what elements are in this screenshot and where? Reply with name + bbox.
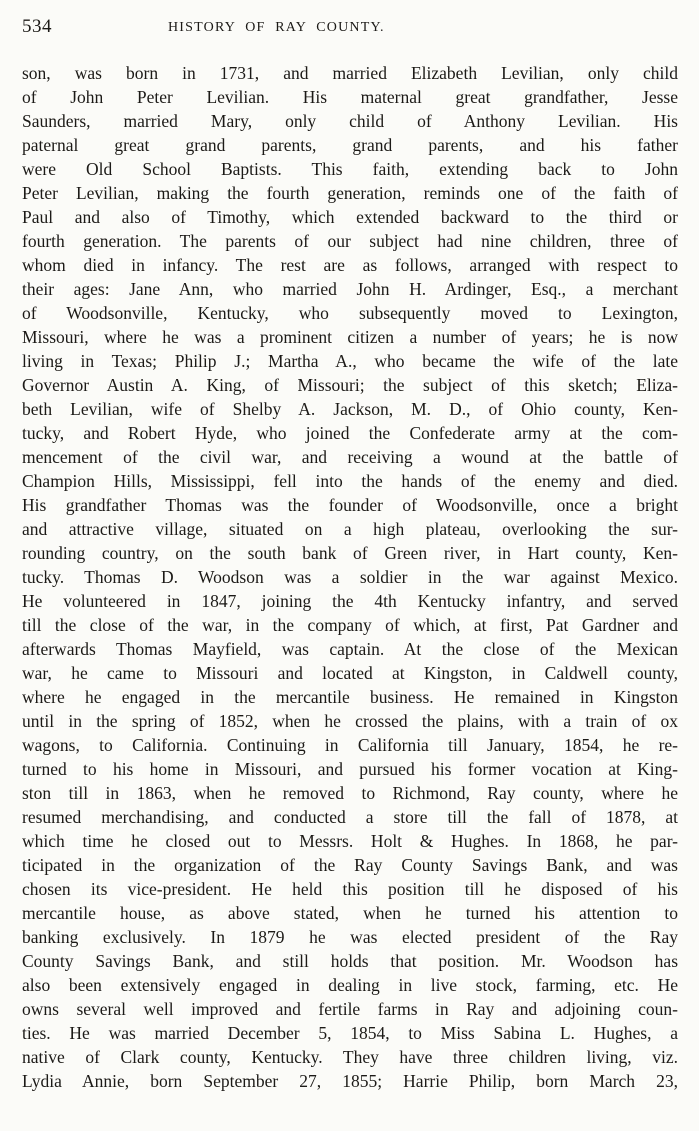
text-line: turned to his home in Missouri, and pursued his former vocation at King- (22, 759, 678, 779)
text-line: son, was born in 1731, and married Elizabeth Levilian, only child (22, 63, 678, 83)
text-line: Governor Austin A. King, of Missouri; the subject of this sketch; Eliza- (22, 375, 678, 395)
text-line: Lydia Annie, born September 27, 1855; Harrie Philip, born March 23, (22, 1071, 678, 1091)
text-line: Saunders, married Mary, only child of Anthony Levilian. His (22, 111, 678, 131)
text-line: ticipated in the organization of the Ray County Savings Bank, and was (22, 855, 678, 875)
text-line: wagons, to California. Continuing in California till January, 1854, he re- (22, 735, 678, 755)
text-line: resumed merchandising, and conducted a store till the fall of 1878, at (22, 807, 678, 827)
text-line: ston till in 1863, when he removed to Richmond, Ray county, where he (22, 783, 678, 803)
body-text (22, 61, 678, 1093)
text-line: Peter Levilian, making the fourth generation, reminds one of the faith of (22, 183, 678, 203)
text-line: tucky, and Robert Hyde, who joined the Confederate army at the com- (22, 423, 678, 443)
text-line: His grandfather Thomas was the founder of Woodsonville, once a bright (22, 495, 678, 515)
text-line: which time he closed out to Messrs. Holt & Hughes. In 1868, he par- (22, 831, 678, 851)
text-line: rounding country, on the south bank of Green river, in Hart county, Ken- (22, 543, 678, 563)
text-line: also been extensively engaged in dealing in live stock, farming, etc. He (22, 975, 678, 995)
running-head: HISTORY OF RAY COUNTY. (168, 20, 385, 35)
text-line: mencement of the civil war, and receiving a wound at the battle of (22, 447, 678, 467)
text-line: paternal great grand parents, grand parents, and his father (22, 135, 678, 155)
text-line: living in Texas; Philip J.; Martha A., who became the wife of the late (22, 351, 678, 371)
text-line: their ages: Jane Ann, who married John H. Ardinger, Esq., a merchant (22, 279, 678, 299)
text-line: and attractive village, situated on a high plateau, overlooking the sur- (22, 519, 678, 539)
text-line: fourth generation. The parents of our subject had nine children, three of (22, 231, 678, 251)
text-line: banking exclusively. In 1879 he was elected president of the Ray (22, 927, 678, 947)
page-number: 534 (22, 16, 52, 37)
text-line: native of Clark county, Kentucky. They have three children living, viz. (22, 1047, 678, 1067)
text-line: of John Peter Levilian. His maternal great grandfather, Jesse (22, 87, 678, 107)
text-line: Paul and also of Timothy, which extended backward to the third or (22, 207, 678, 227)
text-line: He volunteered in 1847, joining the 4th Kentucky infantry, and served (22, 591, 678, 611)
text-line: mercantile house, as above stated, when he turned his attention to (22, 903, 678, 923)
text-line: tucky. Thomas D. Woodson was a soldier in the war against Mexico. (22, 567, 678, 587)
text-line: afterwards Thomas Mayfield, was captain. At the close of the Mexican (22, 639, 678, 659)
text-line: until in the spring of 1852, when he crossed the plains, with a train of ox (22, 711, 678, 731)
text-line: County Savings Bank, and still holds that position. Mr. Woodson has (22, 951, 678, 971)
text-line: owns several well improved and fertile farms in Ray and adjoining coun- (22, 999, 678, 1019)
text-line: of Woodsonville, Kentucky, who subsequently moved to Lexington, (22, 303, 678, 323)
text-line: Champion Hills, Mississippi, fell into the hands of the enemy and died. (22, 471, 678, 491)
text-line: where he engaged in the mercantile business. He remained in Kingston (22, 687, 678, 707)
text-line: chosen its vice-president. He held this position till he disposed of his (22, 879, 678, 899)
text-line: were Old School Baptists. This faith, extending back to John (22, 159, 678, 179)
text-line: till the close of the war, in the company of which, at first, Pat Gardner and (22, 615, 678, 635)
text-line: war, he came to Missouri and located at Kingston, in Caldwell county, (22, 663, 678, 683)
text-line: whom died in infancy. The rest are as follows, arranged with respect to (22, 255, 678, 275)
text-line: beth Levilian, wife of Shelby A. Jackson, M. D., of Ohio county, Ken- (22, 399, 678, 419)
text-line: ties. He was married December 5, 1854, to Miss Sabina L. Hughes, a (22, 1023, 678, 1043)
text-line: Missouri, where he was a prominent citizen a number of years; he is now (22, 327, 678, 347)
